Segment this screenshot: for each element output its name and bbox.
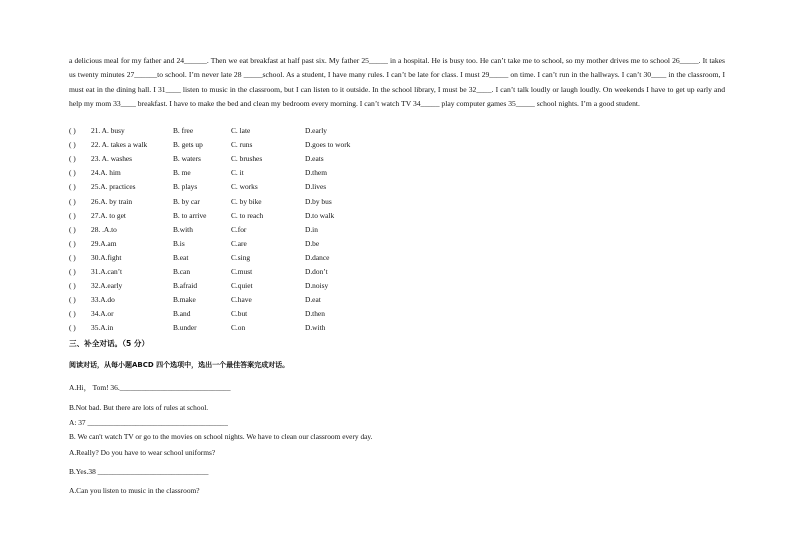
option-b: B. to arrive [173,210,207,220]
option-d: D.noisy [305,281,329,291]
option-b: B.under [173,323,197,333]
option-d: D.then [305,309,325,319]
reading-passage [69,54,725,111]
option-c: C.but [231,309,248,319]
option-c: C.must [231,267,253,276]
option-b: B.afraid [173,281,198,291]
option-c: C.are [231,238,247,248]
option-b: B.make [173,295,196,305]
option-a: 24.A. him [91,168,121,178]
answer-paren: ( ) [69,309,76,319]
option-b: B. by car [173,196,200,206]
option-d: D.goes to work [305,140,351,150]
option-c: C.have [231,295,252,305]
answer-paren: ( ) [69,252,76,262]
answer-paren: ( ) [69,196,76,206]
option-c: C. brushes [231,154,263,164]
dialogue-line: A: 37 ______________________________________ [69,418,228,427]
option-c: C. late [231,126,251,135]
option-a: 31.A.can’t [91,267,123,276]
option-d: D.with [305,323,326,333]
option-a: 28. .A.to [91,224,117,234]
answer-paren: ( ) [69,323,76,333]
option-a: 34.A.or [91,309,114,319]
option-b: B. waters [173,154,201,164]
option-d: D.by bus [305,196,332,206]
option-c: C. it [231,168,244,178]
option-d: D.eats [305,154,324,164]
dialogue-line: B.Yes.38 ______________________________ [69,467,209,476]
option-a: 32.A.early [91,281,123,291]
option-d: D.early [305,126,327,135]
option-b: B.can [173,267,191,276]
option-d: D.in [305,224,318,234]
option-a: 26.A. by train [91,196,133,206]
option-b: B. plays [173,182,198,192]
option-b: B.with [173,224,193,234]
option-c: C.sing [231,252,251,262]
dialogue-line: B.Not bad. But there are lots of rules at school. [69,403,209,412]
answer-paren: ( ) [69,224,76,234]
answer-paren: ( ) [69,210,76,220]
answer-paren: ( ) [69,182,76,192]
option-a: 22. A. takes a walk [91,140,148,150]
option-c: C. runs [231,140,253,150]
option-b: B. free [173,126,194,135]
option-a: 35.A.in [91,323,114,333]
option-a: 21. A. busy [91,126,125,135]
answer-paren: ( ) [69,267,76,276]
dialogue-line: A.Really? Do you have to wear school uniforms? [69,448,216,457]
answer-paren: ( ) [69,168,76,178]
passage-text: a delicious meal for my father and 24______. Then we eat breakfast at half past six. My father 25_____ in a hospital. He is busy too. He can’t take me to school, so my mother drives me to school 26_____. It takes us twenty minutes 27______to school. I’m never late 28 _____school. As a student, I have many rules. I can’t be late for class. I must 29_____ on time. I can’t run in the hallways. I can’t 30____ in the classroom, I must eat in the dining hall. I 31____ listen to music in the classroom, but I can listen to it outside. In the school library, I must be 32____. I can’t talk loudly or laugh loudly. On weekends I have to get up early and help my mom 33____ breakfast. I have to make the bed and clean my bedroom every morning. I can’t watch TV 34_____ play computer games 35_____ school nights. I’m a good student. [69,56,725,108]
option-c: C.quiet [231,281,253,291]
option-b: B.is [173,238,185,248]
option-d: D.dance [305,252,330,262]
option-a: 33.A.do [91,295,115,305]
section-title: 三、补全对话。（5 分） [69,339,150,348]
dialogue-line: A.Hi， Tom! 36.______________________________ [69,383,231,392]
section-instruction: 阅读对话，从每小题ABCD 四个选项中，选出一个最佳答案完成对话。 [69,361,290,369]
answer-paren: ( ) [69,281,76,291]
option-c: C.for [231,224,247,234]
option-b: B. me [173,168,191,178]
option-d: D.be [305,238,320,248]
option-d: D.lives [305,182,327,192]
dialogue-line: A.Can you listen to music in the classroom? [69,486,200,495]
option-c: C. to reach [231,210,264,220]
option-a: 23. A. washes [91,154,133,164]
option-c: C.on [231,323,246,333]
answer-paren: ( ) [69,295,76,305]
option-d: D.to walk [305,210,335,220]
answer-paren: ( ) [69,238,76,248]
option-b: B. gets up [173,140,203,150]
option-b: B.eat [173,252,189,262]
answer-paren: ( ) [69,140,76,150]
answer-paren: ( ) [69,126,76,135]
option-b: B.and [173,309,191,319]
dialogue-line: B. We can't watch TV or go to the movies on school nights. We have to clean our classroom every day. [69,432,373,441]
option-a: 25.A. practices [91,182,136,192]
option-c: C. by bike [231,196,262,206]
option-a: 27.A. to get [91,210,126,220]
option-a: 29.A.am [91,238,117,248]
answer-paren: ( ) [69,154,76,164]
option-d: D.don’t [305,267,328,276]
option-d: D.eat [305,295,321,305]
option-a: 30.A.fight [91,252,122,262]
option-d: D.them [305,168,327,178]
option-c: C. works [231,182,258,192]
